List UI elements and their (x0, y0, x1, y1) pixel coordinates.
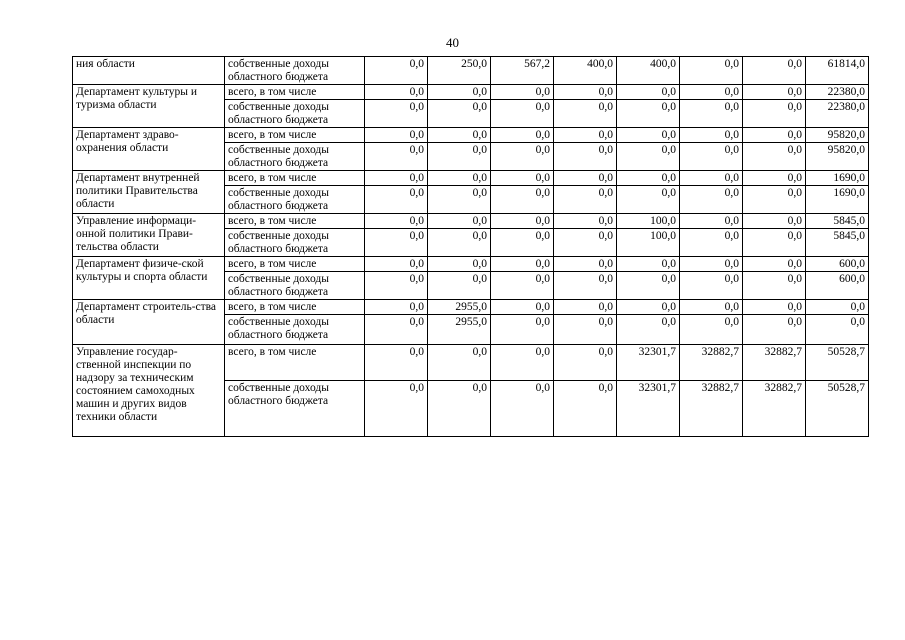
value-cell: 0,0 (365, 381, 428, 437)
funding-source-cell: всего, в том числе (225, 300, 365, 315)
value-cell: 0,0 (491, 85, 554, 100)
value-cell: 0,0 (365, 229, 428, 257)
value-cell: 0,0 (428, 128, 491, 143)
value-cell: 0,0 (491, 100, 554, 128)
value-cell: 400,0 (617, 57, 680, 85)
table-row (73, 85, 869, 100)
funding-source-cell: всего, в том числе (225, 214, 365, 229)
value-cell: 0,0 (554, 345, 617, 381)
value-cell: 0,0 (554, 381, 617, 437)
value-cell: 600,0 (806, 272, 869, 300)
funding-source-cell: собственные доходы областного бюджета (225, 100, 365, 128)
value-cell: 0,0 (680, 315, 743, 345)
funding-source-cell: собственные доходы областного бюджета (225, 272, 365, 300)
value-cell: 0,0 (743, 315, 806, 345)
table-row (73, 257, 869, 272)
value-cell: 61814,0 (806, 57, 869, 85)
organization-cell: Управление государ-ственной инспекции по надзору за техническим состоянием самоходных машин и других видов техники области (73, 345, 225, 437)
value-cell: 0,0 (554, 229, 617, 257)
funding-source-cell: собственные доходы областного бюджета (225, 315, 365, 345)
table-row (73, 57, 869, 85)
value-cell: 0,0 (554, 186, 617, 214)
funding-source-cell: всего, в том числе (225, 85, 365, 100)
table-row (73, 128, 869, 143)
value-cell: 0,0 (743, 85, 806, 100)
value-cell: 5845,0 (806, 229, 869, 257)
value-cell: 0,0 (554, 315, 617, 345)
value-cell: 2955,0 (428, 300, 491, 315)
page-number: 40 (446, 35, 459, 50)
organization-cell: Департамент физиче-ской культуры и спорта области (73, 257, 225, 300)
value-cell: 0,0 (365, 300, 428, 315)
funding-source-cell: собственные доходы областного бюджета (225, 186, 365, 214)
value-cell: 1690,0 (806, 171, 869, 186)
value-cell: 0,0 (554, 257, 617, 272)
value-cell: 5845,0 (806, 214, 869, 229)
value-cell: 0,0 (617, 100, 680, 128)
value-cell: 0,0 (428, 171, 491, 186)
value-cell: 0,0 (680, 229, 743, 257)
value-cell: 1690,0 (806, 186, 869, 214)
value-cell: 0,0 (680, 85, 743, 100)
value-cell: 0,0 (554, 171, 617, 186)
value-cell: 0,0 (617, 186, 680, 214)
value-cell: 0,0 (554, 300, 617, 315)
value-cell: 0,0 (617, 85, 680, 100)
value-cell: 0,0 (743, 128, 806, 143)
value-cell: 0,0 (554, 143, 617, 171)
value-cell: 0,0 (554, 100, 617, 128)
value-cell: 0,0 (428, 214, 491, 229)
organization-cell: Департамент здраво-охранения области (73, 128, 225, 171)
value-cell: 0,0 (491, 128, 554, 143)
value-cell: 95820,0 (806, 143, 869, 171)
value-cell: 0,0 (428, 272, 491, 300)
value-cell: 0,0 (428, 143, 491, 171)
funding-source-cell: собственные доходы областного бюджета (225, 57, 365, 85)
value-cell: 0,0 (680, 171, 743, 186)
value-cell: 0,0 (428, 345, 491, 381)
organization-cell: Управление информаци-онной политики Прави-тельства области (73, 214, 225, 257)
funding-source-cell: собственные доходы областного бюджета (225, 381, 365, 437)
value-cell: 250,0 (428, 57, 491, 85)
value-cell: 0,0 (680, 186, 743, 214)
table-row (73, 345, 869, 381)
value-cell: 32301,7 (617, 381, 680, 437)
value-cell: 22380,0 (806, 100, 869, 128)
organization-cell: ния области (73, 57, 225, 85)
funding-source-cell: всего, в том числе (225, 128, 365, 143)
value-cell: 0,0 (491, 300, 554, 315)
value-cell: 0,0 (365, 186, 428, 214)
organization-cell: Департамент культуры и туризма области (73, 85, 225, 128)
value-cell: 100,0 (617, 214, 680, 229)
value-cell: 0,0 (554, 214, 617, 229)
value-cell: 0,0 (680, 57, 743, 85)
value-cell: 0,0 (554, 128, 617, 143)
table-row (73, 171, 869, 186)
value-cell: 0,0 (743, 214, 806, 229)
value-cell: 0,0 (617, 143, 680, 171)
value-cell: 0,0 (365, 345, 428, 381)
value-cell: 0,0 (743, 229, 806, 257)
value-cell: 0,0 (491, 186, 554, 214)
value-cell: 0,0 (428, 229, 491, 257)
value-cell: 0,0 (491, 257, 554, 272)
value-cell: 0,0 (491, 272, 554, 300)
table-row (73, 300, 869, 315)
value-cell: 0,0 (680, 143, 743, 171)
value-cell: 0,0 (680, 128, 743, 143)
funding-source-cell: собственные доходы областного бюджета (225, 229, 365, 257)
value-cell: 0,0 (617, 257, 680, 272)
organization-cell: Департамент строитель-ства области (73, 300, 225, 345)
value-cell: 0,0 (365, 57, 428, 85)
organization-cell: Департамент внутренней политики Правительства области (73, 171, 225, 214)
value-cell: 0,0 (491, 381, 554, 437)
value-cell: 0,0 (365, 85, 428, 100)
value-cell: 0,0 (365, 272, 428, 300)
value-cell: 0,0 (680, 272, 743, 300)
value-cell: 0,0 (365, 315, 428, 345)
table-body (73, 57, 869, 437)
value-cell: 0,0 (365, 143, 428, 171)
funding-source-cell: собственные доходы областного бюджета (225, 143, 365, 171)
value-cell: 0,0 (554, 272, 617, 300)
value-cell: 0,0 (617, 171, 680, 186)
value-cell: 0,0 (743, 57, 806, 85)
value-cell: 0,0 (365, 214, 428, 229)
funding-source-cell: всего, в том числе (225, 345, 365, 381)
value-cell: 0,0 (428, 85, 491, 100)
value-cell: 0,0 (428, 381, 491, 437)
value-cell: 0,0 (617, 272, 680, 300)
budget-table (72, 56, 869, 437)
value-cell: 0,0 (806, 315, 869, 345)
value-cell: 0,0 (365, 128, 428, 143)
value-cell: 0,0 (491, 229, 554, 257)
value-cell: 400,0 (554, 57, 617, 85)
value-cell: 0,0 (806, 300, 869, 315)
value-cell: 0,0 (428, 257, 491, 272)
value-cell: 0,0 (743, 300, 806, 315)
value-cell: 0,0 (554, 85, 617, 100)
value-cell: 50528,7 (806, 345, 869, 381)
value-cell: 0,0 (365, 257, 428, 272)
value-cell: 50528,7 (806, 381, 869, 437)
value-cell: 0,0 (617, 128, 680, 143)
value-cell: 0,0 (491, 214, 554, 229)
table-row (73, 214, 869, 229)
value-cell: 0,0 (743, 171, 806, 186)
value-cell: 0,0 (743, 186, 806, 214)
value-cell: 0,0 (617, 300, 680, 315)
value-cell: 567,2 (491, 57, 554, 85)
value-cell: 0,0 (680, 214, 743, 229)
value-cell: 22380,0 (806, 85, 869, 100)
value-cell: 600,0 (806, 257, 869, 272)
value-cell: 0,0 (743, 100, 806, 128)
value-cell: 32882,7 (743, 381, 806, 437)
value-cell: 0,0 (743, 257, 806, 272)
value-cell: 0,0 (491, 143, 554, 171)
value-cell: 0,0 (680, 300, 743, 315)
funding-source-cell: всего, в том числе (225, 257, 365, 272)
value-cell: 0,0 (680, 100, 743, 128)
value-cell: 100,0 (617, 229, 680, 257)
value-cell: 95820,0 (806, 128, 869, 143)
value-cell: 0,0 (617, 315, 680, 345)
value-cell: 0,0 (365, 171, 428, 186)
funding-source-cell: всего, в том числе (225, 171, 365, 186)
value-cell: 32882,7 (743, 345, 806, 381)
value-cell: 0,0 (428, 100, 491, 128)
value-cell: 32301,7 (617, 345, 680, 381)
value-cell: 0,0 (491, 315, 554, 345)
value-cell: 32882,7 (680, 345, 743, 381)
value-cell: 2955,0 (428, 315, 491, 345)
value-cell: 0,0 (428, 186, 491, 214)
value-cell: 0,0 (743, 143, 806, 171)
value-cell: 0,0 (680, 257, 743, 272)
value-cell: 0,0 (491, 345, 554, 381)
value-cell: 0,0 (491, 171, 554, 186)
value-cell: 32882,7 (680, 381, 743, 437)
value-cell: 0,0 (743, 272, 806, 300)
value-cell: 0,0 (365, 100, 428, 128)
